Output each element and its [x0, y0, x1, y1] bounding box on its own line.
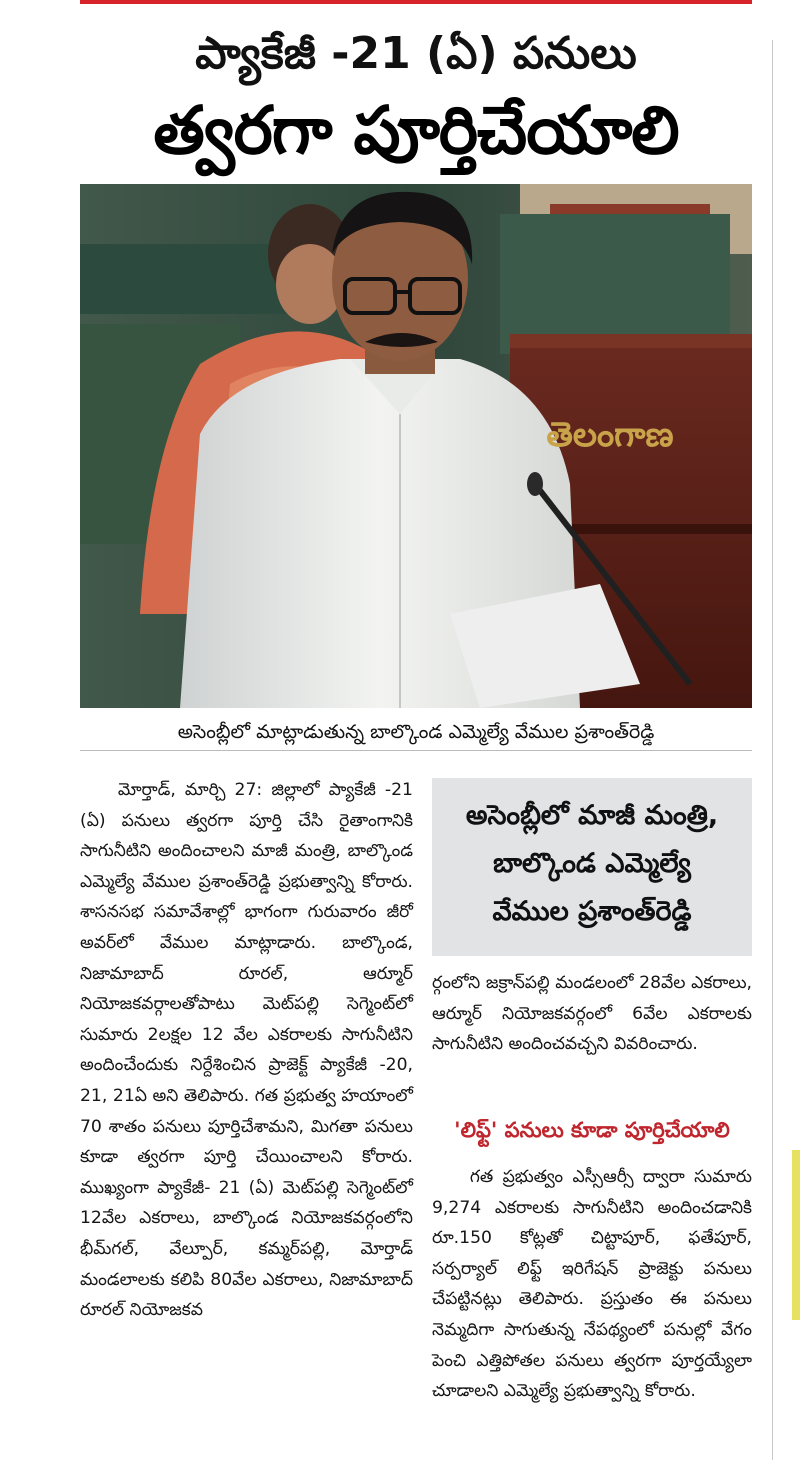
- top-red-rule: [80, 0, 752, 4]
- column-rule: [772, 40, 773, 1460]
- pullquote-line: అసెంబ్లీలో మాజీ మంత్రి,: [465, 800, 719, 831]
- pullquote-line: వేముల ప్రశాంత్‌రెడ్డి: [492, 896, 692, 927]
- photo-caption: అసెంబ్లీలో మాట్లాడుతున్న బాల్కొండ ఎమ్మెల్యే వేముల ప్రశాంత్‌రెడ్డి: [80, 714, 752, 751]
- pullquote-box: [432, 778, 752, 956]
- section-subhead: 'లిఫ్ట్' పనులు కూడా పూర్తిచేయాలి: [454, 1118, 730, 1142]
- body-paragraph: మోర్తాడ్, మార్చి 27: జిల్లాలో ప్యాకేజీ -21 (ఏ) పనులు త్వరగా పూర్తి చేసి రైతాంగానికి సాగునీటిని అందించాలని మాజీ మంత్రి, బాల్కొండ ఎమ్మెల్యే వేముల ప్రశాంత్‌రెడ్డి ప్రభుత్వాన్ని కోరారు. శాసనసభ సమావేశాల్లో భాగంగా గురువారం జీరో అవర్‌లో వేముల మాట్లాడారు. బాల్కొండ, నిజామాబాద్ రూరల్, ఆర్మూర్ నియోజకవర్గాలతోపాటు మెట్‌పల్లి సెగ్మెంట్‌లో సుమారు 2లక్షల 12 వేల ఎకరాలకు సాగునీటిని అందించేందుకు నిర్దేశించిన ప్రాజెక్ట్ ప్యాకేజీ -20, 21, 21ఏ అని తెలిపారు. గత ప్రభుత్వ హయాంలో 70 శాతం పనులు పూర్తిచేశామని, మిగతా పనులు కూడా త్వరగా పూర్తి చేయించాలని కోరారు. ముఖ్యంగా ప్యాకేజీ- 21 (ఏ) మెట్‌పల్లి సెగ్మెంట్‌లో 12వేల ఎకరాలు, బాల్కొండ నియోజకవర్గంలోని భీమ్‌గల్, వేల్పూర్, కమ్మర్‌పల్లి, మోర్తాడ్ మండలాలకు కలిపి 80వేల ఎకరాలు, నిజామాబాద్ రూరల్ నియోజకవ: [80, 780, 413, 1321]
- body-paragraph: గత ప్రభుత్వం ఎస్సీఆర్సీ ద్వారా సుమారు 9,274 ఎకరాలకు సాగునీటిని అందించడానికి రూ.150 కోట్లతో చిట్టాపూర్, ఫతేపూర్, సర్పర్యాల్ లిఫ్ట్ ఇరిగేషన్ ప్రాజెక్టు పనులు చేపట్టినట్లు తెలిపారు. ప్రస్తుతం ఈ పనులు నెమ్మదిగా సాగుతున్న నేపథ్యంలో పనుల్లో వేగం పెంచి ఎత్తిపోతల పనులు త్వరగా పూర్తయ్యేలా చూడాలని ఎమ్మెల్యే ప్రభుత్వాన్ని కోరారు.: [432, 1167, 752, 1402]
- article-kicker: ప్యాకేజీ -21 (ఏ) పనులు: [195, 28, 637, 79]
- body-paragraph: ర్గంలోని జక్రాన్‌పల్లి మండలంలో 28వేల ఎకరాలు, ఆర్మూర్ నియోజకవర్గంలో 6వేల ఎకరాలకు సాగునీటిని అందించవచ్చని వివరించారు.: [432, 973, 752, 1055]
- podium-lettering: తెలంగాణ: [546, 415, 674, 455]
- pullquote-line: బాల్కొండ ఎమ్మెల్యే: [493, 848, 691, 879]
- body-column-right-bottom: [432, 1162, 752, 1407]
- adjacent-article-edge: [792, 1150, 800, 1320]
- body-column-right-top: [432, 968, 752, 1060]
- article-photo: [80, 184, 752, 708]
- article-headline: త్వరగా పూర్తిచేయాలి: [153, 92, 679, 169]
- body-column-left: [80, 775, 413, 1326]
- photo-illustration: [80, 184, 752, 708]
